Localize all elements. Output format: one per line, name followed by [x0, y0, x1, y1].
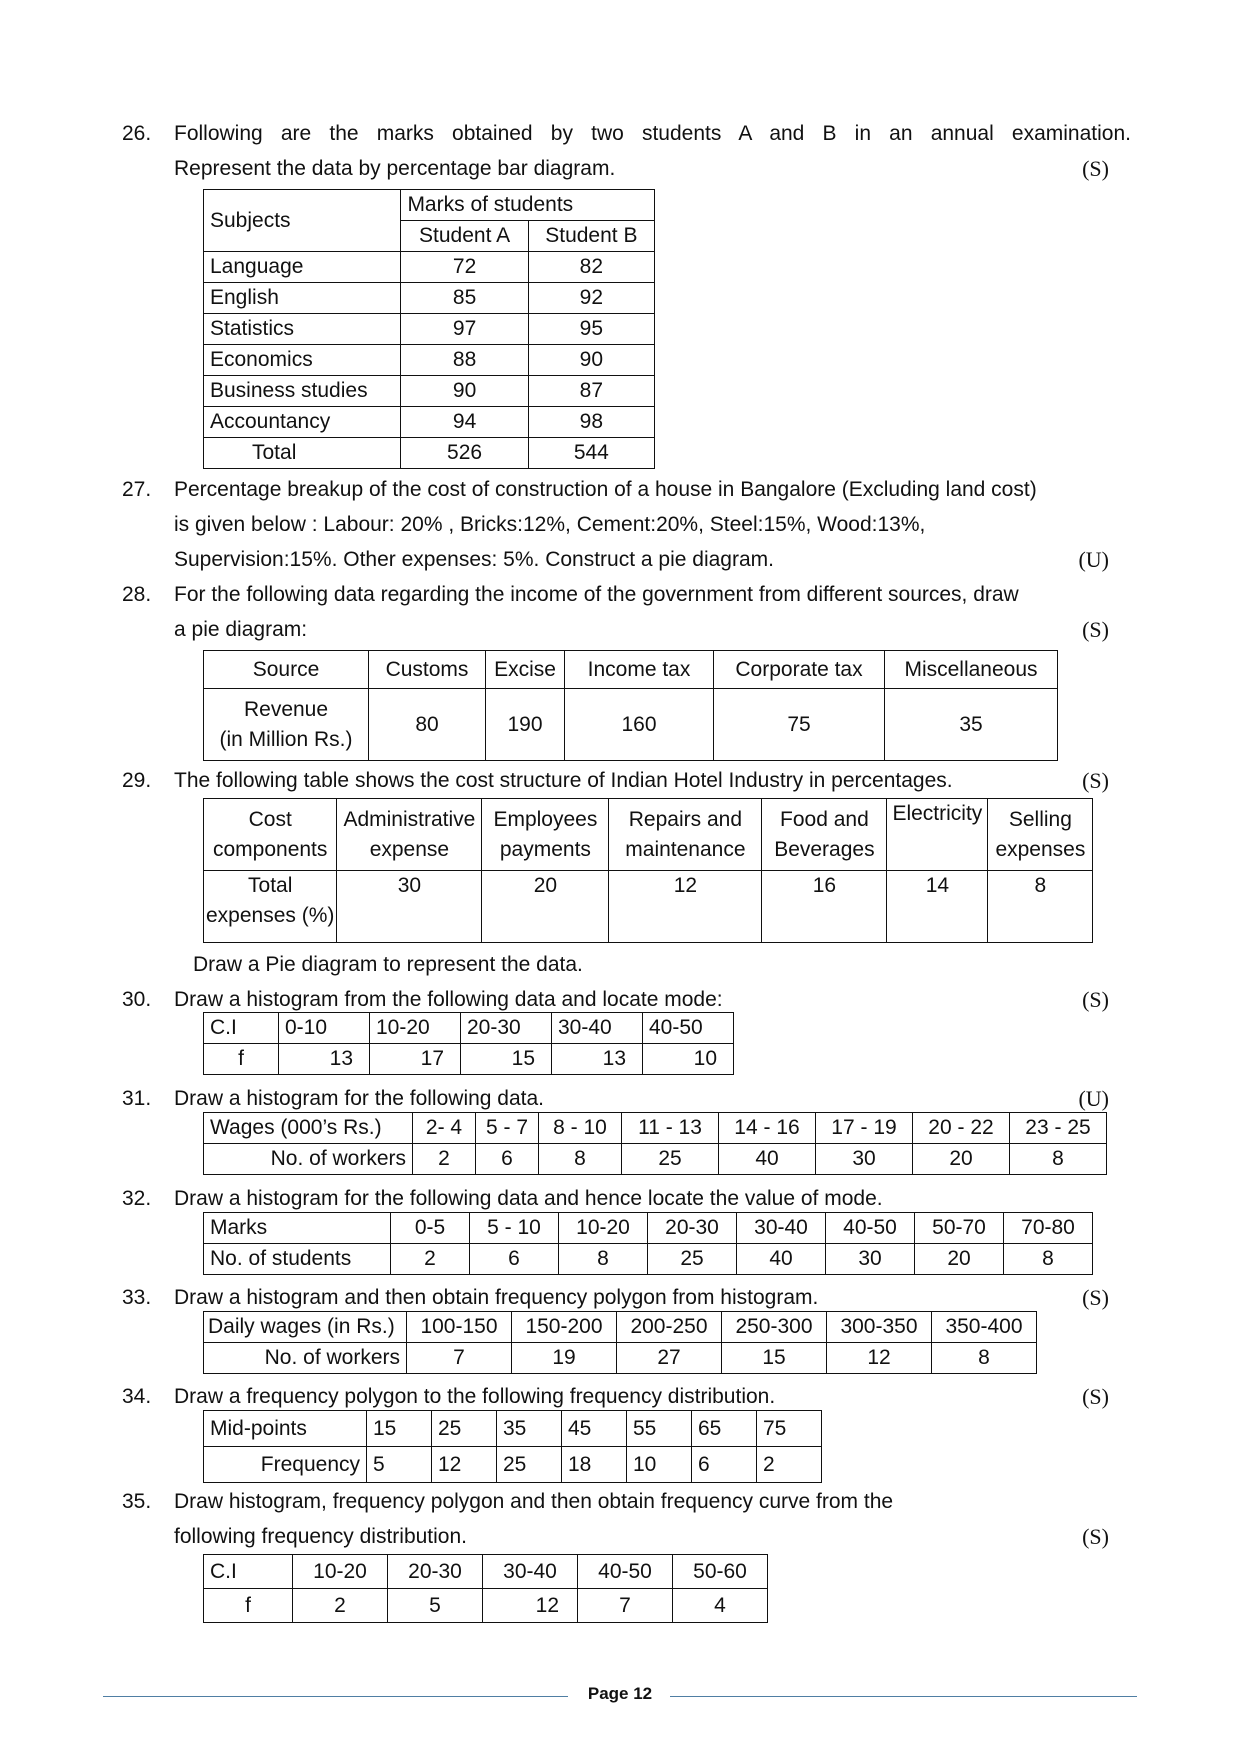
freq-cell: 5 [367, 1447, 432, 1483]
column-header: Employees payments [482, 799, 609, 871]
row-label: Source [204, 651, 369, 689]
freq-cell: 10 [627, 1447, 692, 1483]
revenue-table [203, 650, 1058, 761]
class-cell: 5 - 7 [476, 1113, 539, 1144]
frequency-table [203, 1554, 768, 1623]
class-cell: 250-300 [722, 1312, 827, 1343]
column-header: Food and Beverages [762, 799, 887, 871]
difficulty-tag: (S) [1082, 156, 1109, 181]
column-header: Repairs and maintenance [609, 799, 762, 871]
row-label: C.I [204, 1555, 293, 1589]
freq-cell: 10 [643, 1044, 734, 1075]
midpoint-cell: 15 [367, 1411, 432, 1447]
value-cell: 526 [401, 438, 528, 469]
subject-cell: Statistics [204, 314, 401, 345]
freq-cell: 6 [470, 1244, 559, 1275]
table-row [204, 407, 655, 438]
question-number: 27. [122, 478, 152, 501]
class-cell: 0-10 [279, 1013, 370, 1044]
value-cell: 8 [988, 871, 1093, 943]
question-text-line: Following are the marks obtained by two students A and B in an annual examination. [174, 122, 1131, 145]
class-cell: 40-50 [826, 1213, 915, 1244]
footer-rule-left [103, 1696, 568, 1697]
column-header: Income tax [565, 651, 714, 689]
class-cell: 350-400 [932, 1312, 1037, 1343]
question-text-line: Percentage breakup of the cost of construction of a house in Bangalore (Excluding land cost) [174, 478, 1037, 501]
class-cell: 10-20 [293, 1555, 388, 1589]
question-text-line: Draw a frequency polygon to the following frequency distribution. [174, 1385, 776, 1408]
subject-cell: Business studies [204, 376, 401, 407]
question-number: 31. [122, 1087, 152, 1110]
row-label: C.I [204, 1013, 279, 1044]
question-text-line: The following table shows the cost structure of Indian Hotel Industry in percentages. [174, 769, 953, 792]
question-text-line: Supervision:15%. Other expenses: 5%. Construct a pie diagram. [174, 548, 774, 571]
difficulty-tag: (U) [1078, 547, 1109, 572]
class-cell: 40-50 [578, 1555, 673, 1589]
class-cell: 20-30 [388, 1555, 483, 1589]
question-text-line: Draw a histogram for the following data. [174, 1087, 545, 1110]
table-row [204, 345, 655, 376]
freq-cell: 27 [617, 1343, 722, 1374]
freq-cell: 6 [476, 1144, 539, 1175]
value-cell: 98 [528, 407, 654, 438]
row-label: Cost components [204, 799, 337, 871]
freq-cell: 6 [692, 1447, 757, 1483]
class-cell: 10-20 [370, 1013, 461, 1044]
value-cell: 30 [337, 871, 482, 943]
difficulty-tag: (S) [1082, 1285, 1109, 1310]
row-label: Frequency [204, 1447, 367, 1483]
class-cell: 20-30 [461, 1013, 552, 1044]
subject-cell: English [204, 283, 401, 314]
value-cell: 87 [528, 376, 654, 407]
freq-cell: 19 [512, 1343, 617, 1374]
question-text-line: For the following data regarding the income of the government from different sources, draw [174, 583, 1019, 606]
value-cell: 16 [762, 871, 887, 943]
class-cell: 300-350 [827, 1312, 932, 1343]
marks-frequency-table [203, 1212, 1093, 1275]
freq-cell: 18 [562, 1447, 627, 1483]
value-cell: 544 [528, 438, 654, 469]
row-label: Marks [204, 1213, 391, 1244]
class-cell: 50-60 [673, 1555, 768, 1589]
frequency-table [203, 1012, 734, 1075]
question-text-line: Represent the data by percentage bar diagram. [174, 157, 616, 180]
freq-cell: 5 [388, 1589, 483, 1623]
footer-rule-right [670, 1696, 1137, 1697]
class-cell: 20-30 [648, 1213, 737, 1244]
value-cell: 20 [482, 871, 609, 943]
freq-cell: 4 [673, 1589, 768, 1623]
question-number: 35. [122, 1490, 152, 1513]
freq-cell: 13 [279, 1044, 370, 1075]
subject-cell: Language [204, 252, 401, 283]
question-text-line: Draw histogram, frequency polygon and then obtain frequency curve from the [174, 1490, 894, 1513]
difficulty-tag: (S) [1082, 1384, 1109, 1409]
cost-structure-table [203, 798, 1093, 943]
marks-table [203, 189, 655, 469]
class-cell: 100-150 [407, 1312, 512, 1343]
value-cell: 95 [528, 314, 654, 345]
table-row [204, 283, 655, 314]
question-text-line: Draw a histogram from the following data and locate mode: [174, 988, 723, 1011]
header-subjects: Subjects [204, 190, 401, 252]
value-cell: 92 [528, 283, 654, 314]
class-cell: 23 - 25 [1010, 1113, 1107, 1144]
freq-cell: 7 [407, 1343, 512, 1374]
question-text-line: is given below : Labour: 20% , Bricks:12%, Cement:20%, Steel:15%, Wood:13%, [174, 513, 926, 536]
freq-cell: 40 [737, 1244, 826, 1275]
freq-cell: 12 [483, 1589, 578, 1623]
class-cell: 2- 4 [413, 1113, 476, 1144]
question-number: 33. [122, 1286, 152, 1309]
value-cell: 82 [528, 252, 654, 283]
value-cell: 190 [486, 689, 565, 761]
freq-cell: 40 [719, 1144, 816, 1175]
class-cell: 30-40 [737, 1213, 826, 1244]
freq-cell: 2 [757, 1447, 822, 1483]
midpoint-cell: 35 [497, 1411, 562, 1447]
row-label: Total expenses (%) [204, 871, 337, 943]
class-cell: 10-20 [559, 1213, 648, 1244]
class-cell: 20 - 22 [913, 1113, 1010, 1144]
class-cell: 14 - 16 [719, 1113, 816, 1144]
difficulty-tag: (S) [1082, 617, 1109, 642]
class-cell: 150-200 [512, 1312, 617, 1343]
midpoint-cell: 65 [692, 1411, 757, 1447]
class-cell: 70-80 [1004, 1213, 1093, 1244]
question-number: 28. [122, 583, 152, 606]
column-header: Administrative expense [337, 799, 482, 871]
freq-cell: 15 [722, 1343, 827, 1374]
freq-cell: 25 [497, 1447, 562, 1483]
freq-cell: 13 [552, 1044, 643, 1075]
class-cell: 40-50 [643, 1013, 734, 1044]
class-cell: 17 - 19 [816, 1113, 913, 1144]
header-student-a: Student A [401, 221, 528, 252]
subject-cell: Economics [204, 345, 401, 376]
freq-cell: 25 [648, 1244, 737, 1275]
column-header: Excise [486, 651, 565, 689]
question-text-line: Draw a histogram for the following data and hence locate the value of mode. [174, 1187, 883, 1210]
table-row [204, 376, 655, 407]
column-header: Electricity [887, 799, 988, 871]
freq-cell: 8 [559, 1244, 648, 1275]
freq-cell: 15 [461, 1044, 552, 1075]
table-row [204, 314, 655, 345]
wages-table [203, 1112, 1107, 1175]
value-cell: 90 [528, 345, 654, 376]
value-cell: 160 [565, 689, 714, 761]
header-marks-group: Marks of students [401, 190, 655, 221]
class-cell: 8 - 10 [539, 1113, 622, 1144]
freq-cell: 8 [932, 1343, 1037, 1374]
value-cell: 94 [401, 407, 528, 438]
row-label: f [204, 1044, 279, 1075]
question-number: 26. [122, 122, 152, 145]
class-cell: 30-40 [552, 1013, 643, 1044]
freq-cell: 12 [827, 1343, 932, 1374]
value-cell: 97 [401, 314, 528, 345]
question-number: 32. [122, 1187, 152, 1210]
class-cell: 0-5 [391, 1213, 470, 1244]
question-number: 29. [122, 769, 152, 792]
value-cell: 14 [887, 871, 988, 943]
class-cell: 30-40 [483, 1555, 578, 1589]
table-row [204, 252, 655, 283]
freq-cell: 8 [1010, 1144, 1107, 1175]
freq-cell: 30 [816, 1144, 913, 1175]
question-text-line: following frequency distribution. [174, 1525, 467, 1548]
row-label: No. of students [204, 1244, 391, 1275]
column-header: Selling expenses [988, 799, 1093, 871]
question-text-line: Draw a histogram and then obtain frequency polygon from histogram. [174, 1286, 819, 1309]
difficulty-tag: (S) [1082, 987, 1109, 1012]
freq-cell: 8 [1004, 1244, 1093, 1275]
freq-cell: 8 [539, 1144, 622, 1175]
value-cell: 85 [401, 283, 528, 314]
value-cell: 72 [401, 252, 528, 283]
row-label: f [204, 1589, 293, 1623]
row-label: Wages (000’s Rs.) [204, 1113, 413, 1144]
midpoint-cell: 45 [562, 1411, 627, 1447]
row-label: Revenue (in Million Rs.) [204, 689, 369, 761]
difficulty-tag: (S) [1082, 768, 1109, 793]
freq-cell: 20 [915, 1244, 1004, 1275]
column-header: Miscellaneous [885, 651, 1058, 689]
value-cell: 88 [401, 345, 528, 376]
row-label: No. of workers [204, 1343, 407, 1374]
page-number: Page 12 [587, 1684, 653, 1703]
value-cell: 80 [369, 689, 486, 761]
freq-cell: 2 [391, 1244, 470, 1275]
freq-cell: 20 [913, 1144, 1010, 1175]
subject-cell: Accountancy [204, 407, 401, 438]
value-cell: 75 [714, 689, 885, 761]
value-cell: 35 [885, 689, 1058, 761]
question-number: 34. [122, 1385, 152, 1408]
question-number: 30. [122, 988, 152, 1011]
table-row-total [204, 438, 655, 469]
midpoint-frequency-table [203, 1410, 822, 1483]
midpoint-cell: 55 [627, 1411, 692, 1447]
value-cell: 12 [609, 871, 762, 943]
freq-cell: 2 [293, 1589, 388, 1623]
row-label: Daily wages (in Rs.) [204, 1312, 407, 1343]
class-cell: 5 - 10 [470, 1213, 559, 1244]
header-student-b: Student B [528, 221, 654, 252]
freq-cell: 25 [622, 1144, 719, 1175]
freq-cell: 30 [826, 1244, 915, 1275]
daily-wages-table [203, 1311, 1037, 1374]
difficulty-tag: (S) [1082, 1524, 1109, 1549]
class-cell: 200-250 [617, 1312, 722, 1343]
value-cell: 90 [401, 376, 528, 407]
freq-cell: 7 [578, 1589, 673, 1623]
freq-cell: 17 [370, 1044, 461, 1075]
column-header: Corporate tax [714, 651, 885, 689]
freq-cell: 12 [432, 1447, 497, 1483]
midpoint-cell: 25 [432, 1411, 497, 1447]
freq-cell: 2 [413, 1144, 476, 1175]
instruction-text: Draw a Pie diagram to represent the data. [193, 953, 583, 976]
row-label: Mid-points [204, 1411, 367, 1447]
difficulty-tag: (U) [1078, 1086, 1109, 1111]
class-cell: 50-70 [915, 1213, 1004, 1244]
class-cell: 11 - 13 [622, 1113, 719, 1144]
question-text-line: a pie diagram: [174, 618, 308, 641]
midpoint-cell: 75 [757, 1411, 822, 1447]
total-label: Total [204, 438, 401, 469]
column-header: Customs [369, 651, 486, 689]
row-label: No. of workers [204, 1144, 413, 1175]
